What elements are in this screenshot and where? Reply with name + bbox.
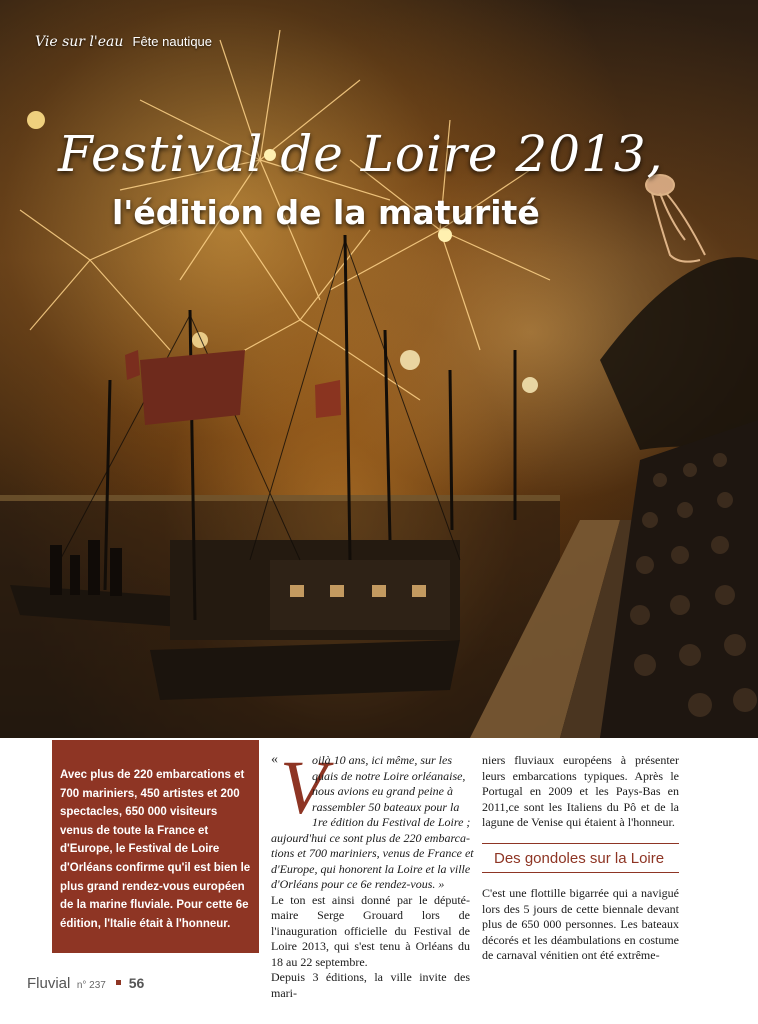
intro-box bbox=[52, 740, 259, 966]
page-footer bbox=[27, 975, 144, 993]
intro-lead: Avec plus de 220 embarcations et 700 mariniers, 450 artistes et 200 spectacles, 650 000 visiteurs venus de toute la France et d'Europe, le Festival de Loire d'Orléans confirme qu'il est bien le plus grand rendez-vous européen de la marine fluviale. Pour cette 6e édition, l'Italie était à l'honneur. bbox=[60, 769, 251, 930]
column-2-paragraph-1: niers fluviaux européens à présenter leurs embarcations typiques. Après le Portugal en 2009 et les Pays-Bas en 2011,ce sont les Italiens du Pô et de la lagune de Venise qui étaient à l'honneur. bbox=[482, 753, 679, 829]
quote-line: tions et 700 mariniers, venus de France et bbox=[271, 846, 474, 860]
opening-quote-mark: « bbox=[271, 752, 278, 767]
column-1-tail: Depuis 3 éditions, la ville invite des mari- bbox=[271, 970, 470, 1000]
quote-line: nous avions eu grand peine à bbox=[312, 784, 453, 798]
column-2-paragraph-2: C'est une flottille bigarrée qui a navigué lors des 5 jours de cette biennale devant plus de 650 000 personnes. Les bateaux décorés et les déambulations en costume de carnaval vénitien ont été extrême- bbox=[482, 886, 679, 962]
quote-line: rassembler 50 bateaux pour la bbox=[312, 799, 460, 814]
quote-line: quais de notre Loire orléanaise, bbox=[312, 768, 466, 783]
column-1-paragraph: Le ton est ainsi donné par le député-maire Serge Grouard lors de l'inauguration officielle du Festival de Loire 2013, qui s'est tenu à Orléans du 18 au 22 septembre. bbox=[271, 892, 470, 969]
subsection-name: Fête nautique bbox=[132, 34, 213, 49]
quote-line: 1re édition du Festival de Loire ; bbox=[312, 815, 471, 829]
article-column-1 bbox=[271, 746, 474, 1001]
quote-line: oilà 10 ans, ici même, sur les bbox=[312, 753, 452, 767]
author-credit: TEXTE ET PHOTOS CHRISTIAN BEAUDIN bbox=[60, 955, 240, 966]
article-title: Festival de Loire 2013, bbox=[58, 125, 664, 183]
issue-number: n° 237 bbox=[76, 980, 106, 991]
section-subheading: Des gondoles sur la Loire bbox=[482, 843, 679, 874]
drop-cap: V bbox=[280, 746, 327, 830]
quote-line: d'Europe, qui honorent la Loire et la ville bbox=[271, 861, 471, 876]
magazine-name: Fluvial bbox=[27, 975, 71, 992]
footer-square-icon bbox=[116, 980, 121, 985]
article-column-2 bbox=[482, 753, 679, 964]
quote-line: aujourd'hui ce sont plus de 220 embarca- bbox=[271, 830, 470, 845]
quote-line: d'Orléans pour ce 6e rendez-vous. » bbox=[271, 877, 445, 891]
section-name: Vie sur l'eau bbox=[35, 34, 124, 50]
article-subtitle: l'édition de la maturité bbox=[112, 193, 540, 232]
section-kicker bbox=[35, 31, 212, 50]
page-number: 56 bbox=[128, 975, 145, 991]
